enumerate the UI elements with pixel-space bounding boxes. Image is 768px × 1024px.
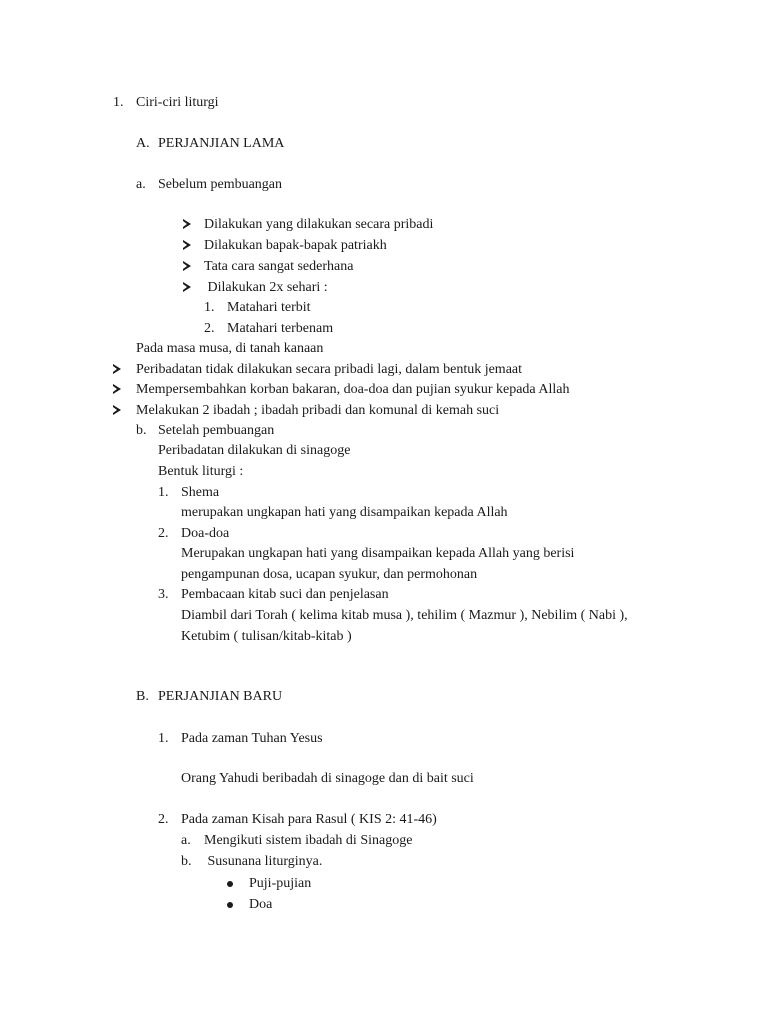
list-number: 1.: [158, 485, 169, 500]
list-number: 2.: [158, 812, 169, 827]
heading-ciri-liturgi: Ciri-ciri liturgi: [136, 95, 219, 110]
list-item-kisah-rasul: Pada zaman Kisah para Rasul ( KIS 2: 41-46): [181, 812, 437, 827]
arrow-bullet-icon: [183, 240, 191, 250]
document-page: 1. Ciri-ciri liturgi A. PERJANJIAN LAMA a. Sebelum pembuangan Dilakukan yang dilakukan secara pribadi Dilakukan bapak-bapak patriakh Tata cara sangat sederhana Dilakukan 2x sehari : 1. Matahari terbit 2. Matahari terbenam Pada masa musa, di tanah kanaan Peribadatan tidak dilakukan secara pribadi lagi, dalam bentuk jemaat Mempersembahkan korban bakaran, doa-doa dan pujian syukur kepada Allah Melakukan 2 ibadah ; ibadah pribadi dan komunal di kemah suci b. Setelah pembuangan Peribadatan dilakukan di sinagoge Bentuk liturgi : 1. Shema merupakan ungkapan hati yang disampaikan kepada Allah 2. Doa-doa Merupakan ungkapan hati yang disampaikan kepada Allah yang berisi pengampunan dosa, ucapan syukur, dan permohonan 3. Pembacaan kitab suci dan penjelasan Diambil dari Torah ( kelima kitab musa ), tehilim ( Mazmur ), Nebilim ( Nabi ), Ketubim ( tulisan/kitab-kitab ) B. PERJANJIAN BARU 1. Pada zaman Tuhan Yesus Orang Yahudi beribadah di sinagoge dan di bait suci 2. Pada zaman Kisah para Rasul ( KIS 2: 41-46) a. Mengikuti sistem ibadah di Sinagoge b. Susunana liturginya. Puji-pujian Doa: [113, 95, 628, 912]
liturgi-desc: Ketubim ( tulisan/kitab-kitab ): [181, 629, 352, 644]
sub-letter: a.: [181, 833, 191, 848]
liturgi-desc: merupakan ungkapan hati yang disampaikan kepada Allah: [181, 505, 508, 520]
arrow-bullet-icon: [183, 219, 191, 229]
list-number: 2.: [158, 526, 169, 541]
sub-item-susunan: Susunana liturginya.: [204, 854, 323, 869]
section-title-perjanjian-lama: PERJANJIAN LAMA: [158, 136, 285, 151]
arrow-bullet-icon: [113, 384, 121, 394]
list-item-zaman-yesus: Pada zaman Tuhan Yesus: [181, 731, 323, 746]
list-number: 1.: [113, 95, 124, 110]
arrow-bullet-icon: [113, 364, 121, 374]
list-number: 1.: [204, 300, 215, 315]
paragraph-orang-yahudi: Orang Yahudi beribadah di sinagoge dan di bait suci: [181, 771, 474, 786]
paragraph-sinagoge: Peribadatan dilakukan di sinagoge: [158, 443, 351, 458]
subheading-setelah-pembuangan: Setelah pembuangan: [158, 423, 275, 438]
sub-letter: a.: [136, 177, 146, 192]
dot-bullet-icon: [227, 902, 233, 908]
list-number: 3.: [158, 587, 169, 602]
liturgi-title-shema: Shema: [181, 485, 220, 500]
list-item-matahari-terbit: Matahari terbit: [227, 300, 311, 315]
sub-item-sinagoge: Mengikuti sistem ibadah di Sinagoge: [204, 833, 413, 848]
liturgi-desc: Diambil dari Torah ( kelima kitab musa ), tehilim ( Mazmur ), Nebilim ( Nabi ),: [181, 608, 628, 623]
arrow-bullet-icon: [183, 261, 191, 271]
liturgi-title-doa: Doa-doa: [181, 526, 230, 541]
section-title-perjanjian-baru: PERJANJIAN BARU: [158, 689, 283, 704]
subheading-sebelum-pembuangan: Sebelum pembuangan: [158, 177, 283, 192]
paragraph-masa-musa: Pada masa musa, di tanah kanaan: [136, 341, 324, 356]
liturgi-title-pembacaan: Pembacaan kitab suci dan penjelasan: [181, 587, 389, 602]
list-item-matahari-terbenam: Matahari terbenam: [227, 321, 334, 336]
liturgi-desc: Merupakan ungkapan hati yang disampaikan kepada Allah yang berisi: [181, 546, 575, 561]
arrow-bullet-icon: [113, 405, 121, 415]
paragraph-bentuk-liturgi: Bentuk liturgi :: [158, 464, 244, 479]
sub-letter: b.: [181, 854, 192, 869]
list-number: 2.: [204, 321, 215, 336]
section-letter: A.: [136, 136, 150, 151]
list-number: 1.: [158, 731, 169, 746]
dot-bullet-icon: [227, 881, 233, 887]
section-letter: B.: [136, 689, 149, 704]
arrow-bullet-icon: [183, 282, 191, 292]
liturgi-desc: pengampunan dosa, ucapan syukur, dan permohonan: [181, 567, 478, 582]
sub-letter: b.: [136, 423, 147, 438]
